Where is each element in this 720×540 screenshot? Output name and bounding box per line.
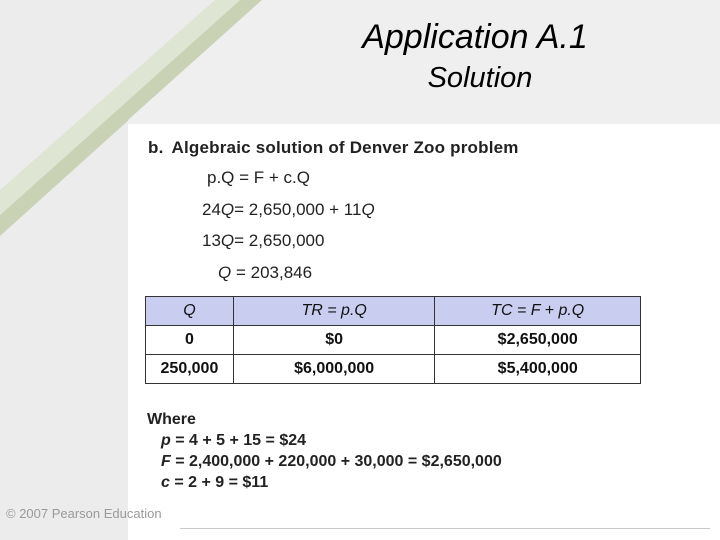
where-block — [147, 409, 502, 493]
table-cell: $0 — [233, 326, 435, 355]
where-line-c — [147, 472, 502, 493]
table-row — [146, 355, 641, 384]
equation-2-rhs: = 2,650,000 + 11 — [234, 200, 362, 219]
problem-label: b. — [148, 138, 164, 157]
table-header-tr: TR = p.Q — [233, 297, 435, 326]
equation-2 — [202, 200, 375, 220]
equation-1: p.Q = F + c.Q — [207, 168, 310, 187]
table-cell: $6,000,000 — [233, 355, 435, 384]
table-header-row — [146, 297, 641, 326]
equation-4 — [218, 263, 312, 283]
where-line-f — [147, 451, 502, 472]
equation-2-var2: Q — [361, 200, 375, 219]
table-cell: $5,400,000 — [435, 355, 641, 384]
where-label: Where — [147, 411, 196, 428]
where-line-p — [147, 430, 502, 451]
equation-2-var: Q — [220, 200, 235, 219]
equation-3-rhs: = 2,650,000 — [234, 231, 325, 250]
where-text: = 2,400,000 + 220,000 + 30,000 = $2,650,000 — [170, 453, 502, 470]
where-text: = 2 + 9 = $11 — [169, 474, 269, 491]
table-row — [146, 326, 641, 355]
equation-2-coef: 24 — [202, 200, 221, 219]
problem-heading-text: Algebraic solution of Denver Zoo problem — [171, 138, 519, 157]
footer-divider — [180, 528, 710, 529]
equation-3 — [202, 231, 324, 251]
table-cell: 250,000 — [146, 355, 234, 384]
slide-subtitle: Solution — [427, 62, 533, 94]
table-cell: 0 — [146, 326, 234, 355]
where-text: = 4 + 5 + 15 = $24 — [170, 432, 307, 449]
where-var: p — [161, 432, 171, 449]
slide-title: Application A.1 — [362, 18, 588, 56]
where-var: F — [161, 453, 171, 470]
equation-4-var: Q — [218, 263, 232, 282]
problem-heading — [148, 138, 519, 158]
table-header-q: Q — [146, 297, 234, 326]
copyright-text: © 2007 Pearson Education — [6, 506, 162, 521]
equation-3-var: Q — [220, 231, 235, 250]
equation-3-coef: 13 — [202, 231, 221, 250]
equation-4-rhs: = 203,846 — [235, 263, 313, 282]
table-cell: $2,650,000 — [435, 326, 641, 355]
where-var: c — [161, 474, 170, 491]
table-header-tc: TC = F + p.Q — [435, 297, 641, 326]
solution-table — [145, 296, 641, 384]
